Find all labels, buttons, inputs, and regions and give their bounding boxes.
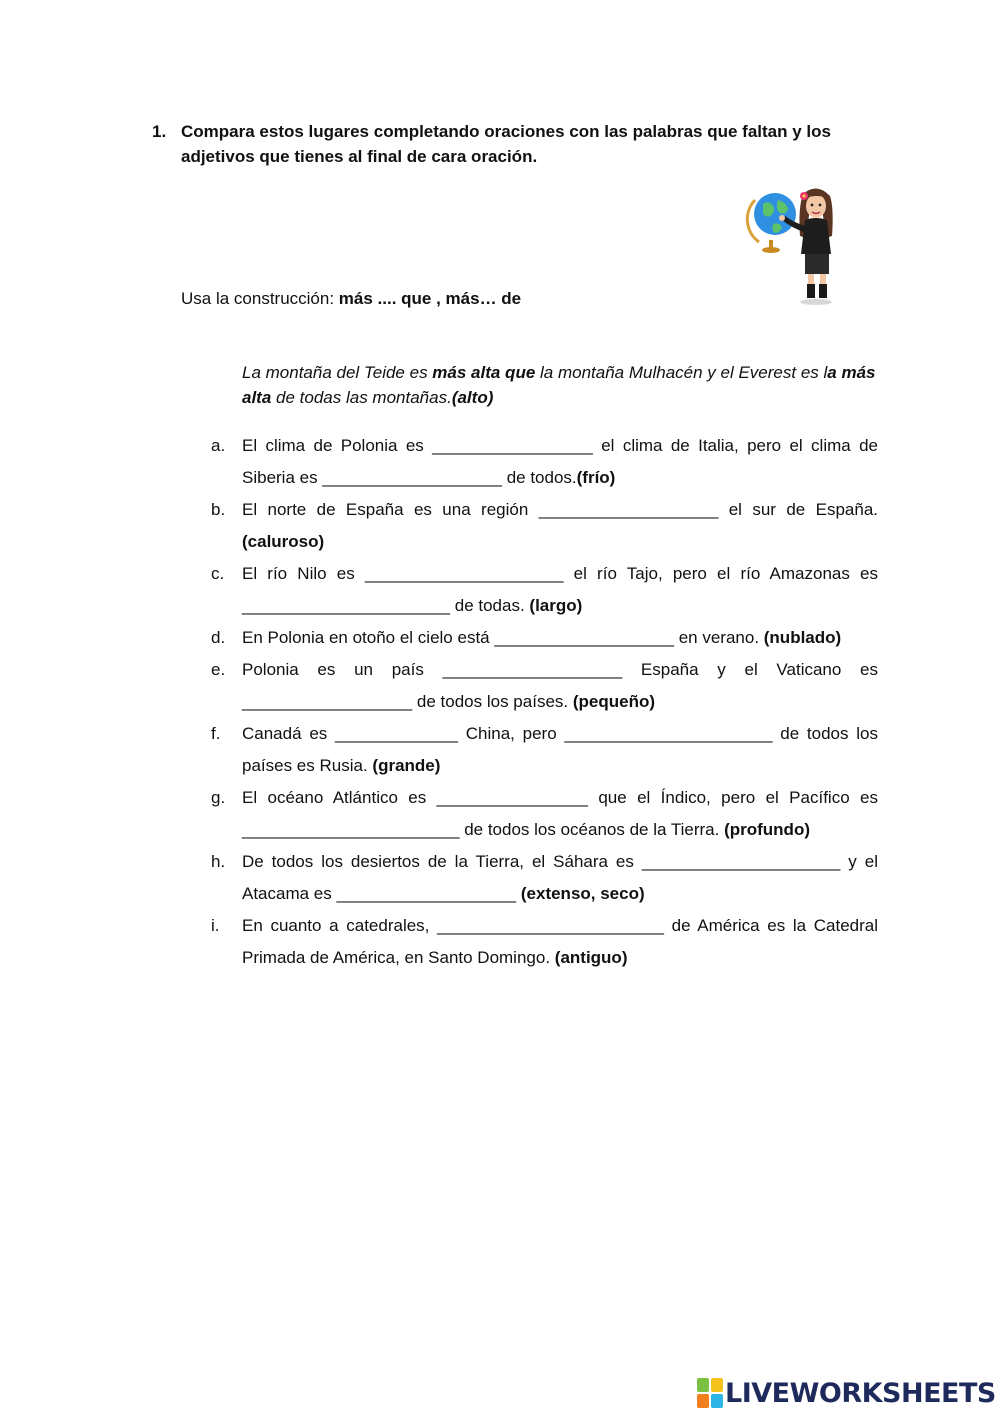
item-text: que el Índico, pero el Pacífico es [587, 788, 878, 807]
item-text: el río Tajo, pero el río Amazonas es [563, 564, 879, 583]
item-letter: d. [211, 628, 226, 647]
item-text: En Polonia en otoño el cielo está [242, 628, 495, 647]
exercise-item-a [211, 430, 878, 494]
example-adjective: (alto) [451, 388, 494, 407]
exercise-item-e [211, 654, 878, 718]
item-letter: h. [211, 852, 226, 871]
item-text: de todos los países es Rusia. [242, 724, 879, 775]
item-text: El clima de Polonia es [242, 436, 433, 455]
adjective-hint: (pequeño) [572, 692, 655, 711]
item-text: el clima de Italia, pero el clima de Siberia es [242, 436, 878, 487]
answer-blank[interactable]: _____________ [335, 724, 458, 743]
item-text: de todos los océanos de la Tierra. [459, 820, 725, 839]
liveworksheets-logo-text: LIVEWORKSHEETS [725, 1377, 996, 1409]
construction-prefix: Usa la construcción: [181, 289, 339, 308]
answer-blank[interactable]: _______________________ [242, 820, 460, 839]
item-text: en verano. [673, 628, 764, 647]
item-text: China, pero [457, 724, 565, 743]
answer-blank[interactable]: ________________ [436, 788, 588, 807]
item-text: Canadá es [242, 724, 336, 743]
exercise-item-i [211, 910, 878, 974]
answer-blank[interactable]: ___________________ [336, 884, 517, 903]
item-text: de todos. [501, 468, 577, 487]
item-letter: c. [211, 564, 225, 583]
teacher-avatar-illustration [745, 180, 845, 308]
item-letter: b. [211, 500, 226, 519]
item-text: El océano Atlántico es [242, 788, 437, 807]
item-letter: e. [211, 660, 226, 679]
item-text: En cuanto a catedrales, [242, 916, 438, 935]
answer-blank[interactable]: ___________________ [442, 660, 623, 679]
answer-blank[interactable]: __________________ [242, 692, 413, 711]
construction-pattern: más .... que , más… de [338, 289, 522, 308]
exercise-list [211, 430, 878, 974]
liveworksheets-logo[interactable] [697, 1376, 996, 1410]
adjective-hint: (grande) [372, 756, 441, 775]
item-text: y el Atacama es [242, 852, 878, 903]
item-letter: a. [211, 436, 226, 455]
adjective-hint: (profundo) [724, 820, 810, 839]
item-letter: i. [211, 916, 220, 935]
item-letter: f. [211, 724, 221, 743]
adjective-hint: (frío) [576, 468, 616, 487]
example-text-3: de todas las montañas. [271, 388, 452, 407]
instruction-heading [152, 119, 872, 169]
item-text: El norte de España es una región [242, 500, 539, 519]
item-text: España y el Vaticano es [622, 660, 878, 679]
item-text: De todos los desiertos de la Tierra, el Sáhara es [242, 852, 642, 871]
exercise-item-g [211, 782, 878, 846]
example-bold-2: a más alta [242, 363, 876, 407]
exercise-item-b [211, 494, 878, 558]
item-text: de todas. [450, 596, 530, 615]
item-text: Polonia es un país [242, 660, 443, 679]
item-text: de América es la Catedral Primada de América, en Santo Domingo. [242, 916, 878, 967]
exercise-item-f [211, 718, 878, 782]
answer-blank[interactable]: ______________________ [242, 596, 451, 615]
example-bold-1: más alta que [432, 363, 536, 382]
item-text: El río Nilo es [242, 564, 365, 583]
adjective-hint: (nublado) [763, 628, 842, 647]
adjective-hint: (largo) [529, 596, 583, 615]
example-text-1: La montaña del Teide es [242, 363, 433, 382]
answer-blank[interactable]: ___________________ [494, 628, 674, 647]
answer-blank[interactable]: _____________________ [641, 852, 841, 871]
exercise-number: 1. [152, 122, 167, 141]
answer-blank[interactable]: ___________________ [322, 468, 502, 487]
item-text: el sur de España. [718, 500, 878, 519]
liveworksheets-logo-icon [697, 1378, 723, 1408]
answer-blank[interactable]: _____________________ [364, 564, 564, 583]
instruction-text: Compara estos lugares completando oraciones con las palabras que faltan y los adjetivos que tienes al final de cara oración. [181, 122, 831, 166]
construction-hint [181, 287, 521, 311]
adjective-hint: (caluroso) [242, 532, 325, 551]
answer-blank[interactable]: ______________________ [564, 724, 773, 743]
adjective-hint: (extenso, seco) [520, 884, 645, 903]
adjective-hint: (antiguo) [554, 948, 628, 967]
exercise-item-h [211, 846, 878, 910]
exercise-item-c [211, 558, 878, 622]
answer-blank[interactable]: _________________ [432, 436, 593, 455]
example-text-2: la montaña Mulhacén y el Everest es l [535, 363, 828, 382]
answer-blank[interactable]: ___________________ [538, 500, 719, 519]
item-text: de todos los países. [412, 692, 573, 711]
item-letter: g. [211, 788, 226, 807]
example-sentence [242, 360, 882, 410]
exercise-item-d [211, 622, 878, 654]
answer-blank[interactable]: ________________________ [437, 916, 664, 935]
